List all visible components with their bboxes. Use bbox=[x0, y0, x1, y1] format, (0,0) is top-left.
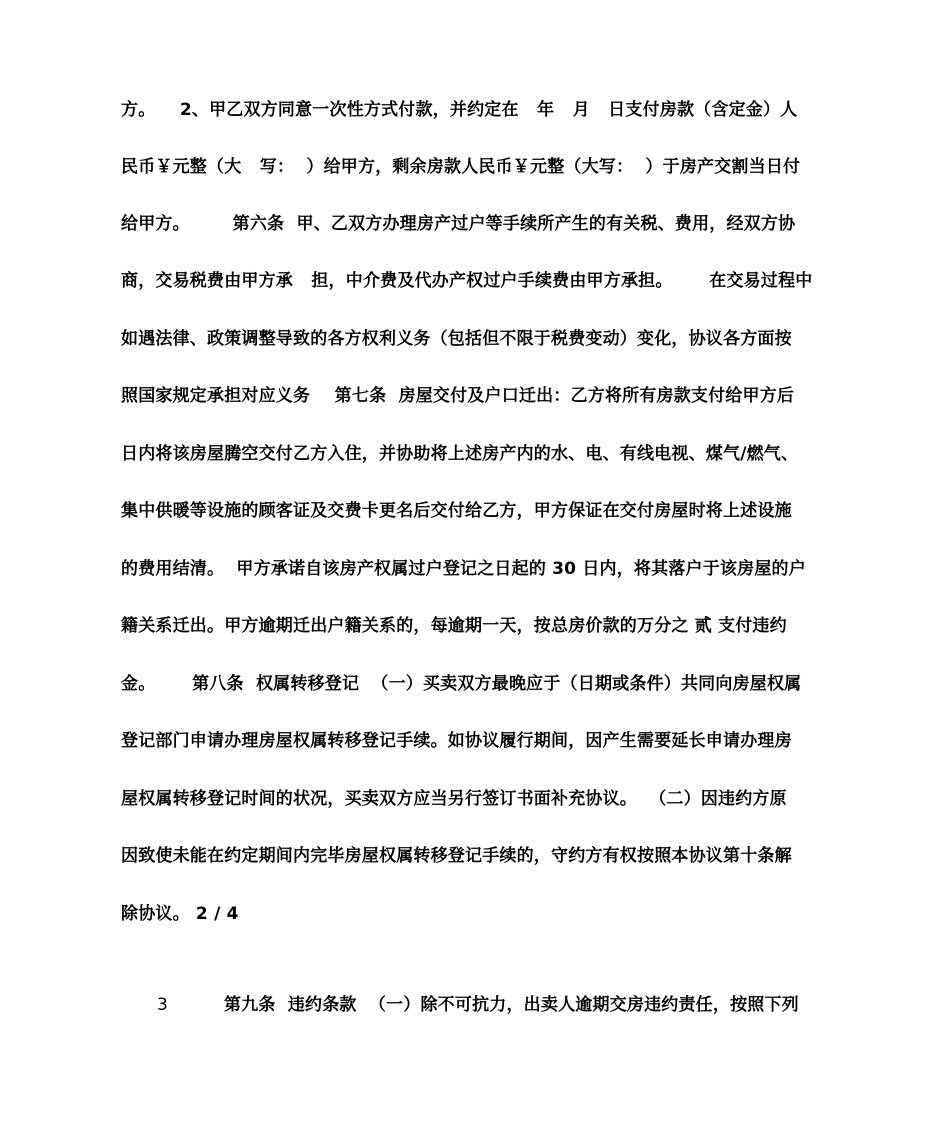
body-text-line: 照国家规定承担对应义务 第七条 房屋交付及户口迁出：乙方将所有房款支付给甲方后 bbox=[121, 386, 795, 406]
body-text-line: 民币￥元整（大 写： ）给甲方，剩余房款人民币￥元整（大写： ）于房产交割当日付 bbox=[121, 157, 801, 177]
body-text-line: 集中供暖等设施的顾客证及交费卡更名后交付给乙方，甲方保证在交付房屋时将上述设施 bbox=[121, 501, 792, 521]
page-number-marker: 3 bbox=[157, 995, 168, 1015]
body-text-line: 屋权属转移登记时间的状况，买卖双方应当另行签订书面补充协议。 （二）因违约方原 bbox=[121, 789, 787, 809]
body-text-line-page-footer: 除协议。 2 / 4 bbox=[121, 904, 239, 924]
body-text-line: 的费用结清。 甲方承诺自该房产权属过户登记之日起的 30 日内，将其落户于该房屋的户 bbox=[121, 559, 806, 579]
body-text-line: 登记部门申请办理房屋权属转移登记手续。如协议履行期间，因产生需要延长申请办理房 bbox=[121, 731, 792, 751]
body-text-line: 金。 第八条 权属转移登记 （一）买卖双方最晚应于（日期或条件）共同向房屋权属 bbox=[121, 674, 802, 694]
body-text-line: 商，交易税费由甲方承 担，中介费及代办产权过户手续费由甲方承担。 在交易过程中 bbox=[121, 271, 813, 291]
body-text-line: 如遇法律、政策调整导致的各方权利义务（包括但不限于税费变动）变化，协议各方面按 bbox=[121, 329, 792, 349]
body-text-line: 籍关系迁出。甲方逾期迁出户籍关系的，每逾期一天，按总房价款的万分之 贰 支付违约 bbox=[121, 616, 787, 636]
body-text-line: 日内将该房屋腾空交付乙方入住，并协助将上述房产内的水、电、有线电视、煤气/燃气、 bbox=[121, 444, 799, 464]
body-text-line: 方。 2、甲乙双方同意一次性方式付款，并约定在 年 月 日支付房款（含定金）人 bbox=[121, 100, 798, 120]
body-text-line: 因致使未能在约定期间内完毕房屋权属转移登记手续的，守约方有权按照本协议第十条解 bbox=[121, 846, 792, 866]
body-text-line: 给甲方。 第六条 甲、乙双方办理房产过户等手续所产生的有关税、费用，经双方协 bbox=[121, 214, 796, 234]
body-text-line: 第九条 违约条款 （一）除不可抗力，出卖人逾期交房违约责任，按照下列 bbox=[224, 995, 799, 1015]
